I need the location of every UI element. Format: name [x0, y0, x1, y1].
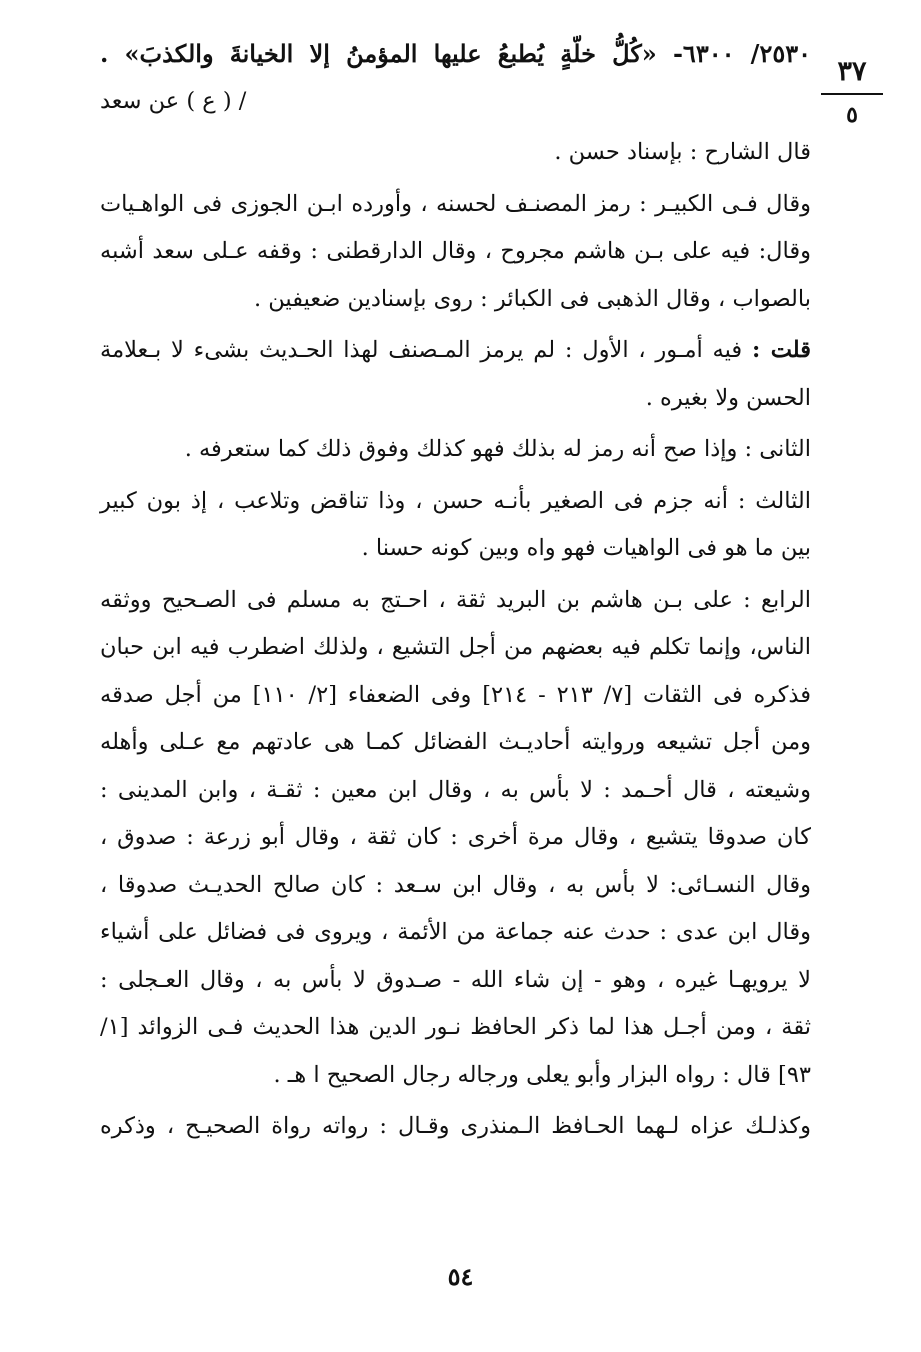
- qultu-label: قلت :: [751, 337, 811, 363]
- hadith-source: / ( ع ) عن سعد: [100, 87, 247, 114]
- paragraph-line: لا يرويهـا غيره ، وهو - إن شاء الله - صـدوق لا بأس به ، وقال العـجلى :: [100, 966, 811, 993]
- paragraph-line: ثقة ، ومن أجـل هذا لما ذكر الحافظ نـور الدين هذا الحديث فـى الزوائد [١/: [100, 1014, 811, 1040]
- margin-number-bottom: ٥: [846, 102, 858, 128]
- paragraph-line: ومن أجل تشيعه وروايته أحاديـث الفضائل كمـا هى عادتهم مع عـلى وأهله: [100, 729, 811, 755]
- paragraph-line-rest: فيه أمـور ، الأول : لم يرمز المـصنف لهذا الحـديث بشىء لا بـعلامة: [100, 337, 752, 363]
- paragraph-line: وقال ابن عدى : حدث عنه جماعة من الأئمة ، ويروى فى فضائل على أشياء: [100, 919, 811, 945]
- paragraph-line: الثالث : أنه جزم فى الصغير بأنـه حسن ، وذا تناقض وتلاعب ، إذ بون كبير: [100, 487, 811, 514]
- paragraph-line: ٩٣] قال : رواه البزار وأبو يعلى ورجاله رجال الصحيح ا هـ .: [273, 1061, 811, 1088]
- paragraph-line: كان صدوقا يتشيع ، وقال مرة أخرى : كان ثقة ، وقال أبو زرعة : صدوق ،: [100, 824, 811, 850]
- paragraph-line: وقال النسـائى: لا بأس به ، وقال ابن سـعد : كان صالح الحديـث صدوقا ،: [100, 871, 811, 898]
- paragraph-line: وشيعته ، قال أحـمد : لا بأس به ، وقال ابن معين : ثقـة ، وابن المدينى :: [100, 776, 811, 803]
- paragraph-line: الرابع : على بـن هاشم بن البريد ثقة ، احـتج به مسلم فى الصـحيح ووثقه: [100, 586, 811, 613]
- hadith-text: ٢٥٣٠/ ٦٣٠٠- «كُلُّ خلّةٍ يُطبعُ عليها المؤمنُ إلا الخيانةَ والكذبَ» .: [100, 39, 812, 68]
- paragraph-line: الناس، وإنما تكلم فيه بعضهم من أجل التشيع ، ولذلك اضطرب فيه ابن حبان: [100, 634, 811, 660]
- paragraph-line: الثانى : وإذا صح أنه رمز له بذلك فهو كذلك وفوق ذلك كما ستعرفه .: [184, 436, 811, 462]
- page-number: ٥٤: [447, 1262, 474, 1291]
- margin-divider: [821, 93, 883, 95]
- margin-hadith-numbers: [821, 55, 883, 129]
- paragraph-line: بين ما هو فى الواهيات فهو واه وبين كونه حسنا .: [361, 535, 811, 561]
- paragraph-line: بالصواب ، وقال الذهبى فى الكبائر : روى بإسنادين ضعيفين .: [254, 285, 811, 312]
- page-body-text: [100, 30, 811, 1151]
- paragraph-line: وكذلـك عزاه لـهما الحـافظ الـمنذرى وقـال : رواته رواة الصحيـح ، وذكره: [100, 1113, 811, 1139]
- paragraph-line: قال الشارح : بإسناد حسن .: [554, 139, 811, 165]
- paragraph-line: وقال فـى الكبيـر : رمز المصنـف لحسنه ، وأورده ابـن الجوزى فى الواهـيات: [100, 190, 811, 217]
- paragraph-line: وقال: فيه على بـن هاشم مجروح ، وقال الدارقطنى : وقفه عـلى سعد أشبه: [100, 238, 811, 264]
- margin-number-top: ٣٧: [837, 56, 867, 87]
- paragraph-line: الحسن ولا بغيره .: [645, 384, 811, 411]
- paragraph-line: [100, 327, 811, 375]
- paragraph-line: فذكره فى الثقات [٧/ ٢١٣ - ٢١٤] وفى الضعفاء [٢/ ١١٠] من أجل صدقه: [100, 681, 811, 708]
